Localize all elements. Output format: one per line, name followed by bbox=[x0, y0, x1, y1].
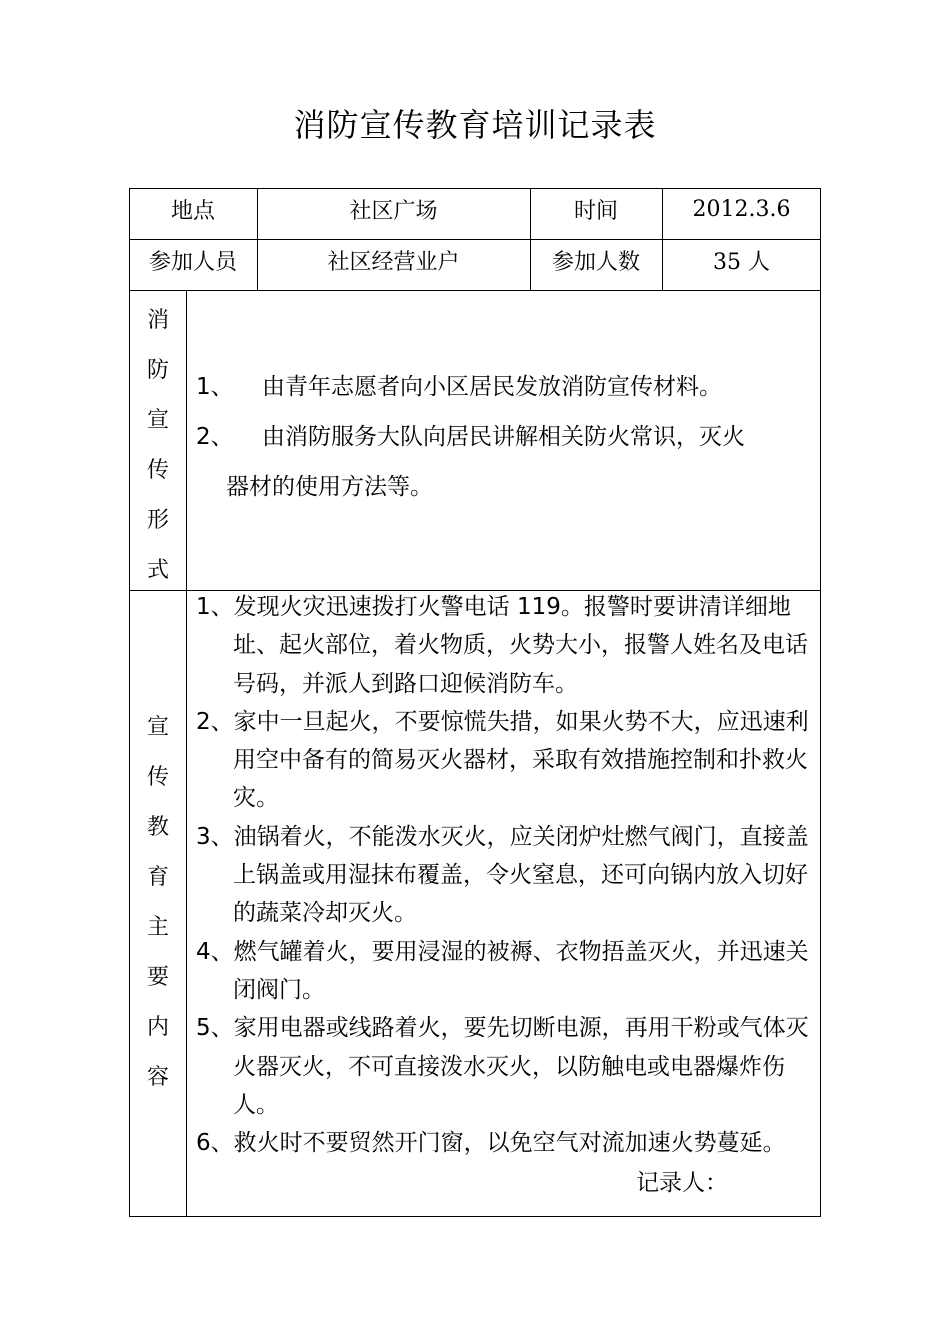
count-label: 参加人数 bbox=[551, 250, 640, 275]
label-char: 防 bbox=[146, 358, 169, 383]
time-value: 2012.3.6 bbox=[692, 197, 791, 222]
location-value: 社区广场 bbox=[349, 199, 438, 224]
label-char: 宣 bbox=[146, 715, 169, 740]
content-section-label bbox=[130, 703, 186, 1103]
row-divider bbox=[129, 290, 821, 291]
label-char: 教 bbox=[146, 815, 169, 840]
list-item: 4、燃气罐着火，要用浸湿的被褥、衣物捂盖灭火，并迅速关闭阀门。 bbox=[196, 938, 809, 1003]
item-text: 由消防服务大队向居民讲解相关防火常识，灭火 bbox=[262, 424, 745, 450]
label-char: 要 bbox=[146, 965, 169, 990]
list-item: 2、家中一旦起火，不要惊慌失措，如果火势不大，应迅速利用空中备有的简易灭火器材，采取有效措施控制和扑救火灾。 bbox=[196, 708, 809, 812]
label-char: 消 bbox=[146, 308, 169, 333]
label-char: 容 bbox=[146, 1065, 169, 1090]
label-char: 宣 bbox=[146, 408, 169, 433]
label-char: 传 bbox=[146, 765, 169, 790]
list-item bbox=[196, 362, 816, 412]
list-item: 6、救火时不要贸然开门窗，以免空气对流加速火势蔓延。 bbox=[196, 1130, 786, 1157]
list-item bbox=[196, 412, 816, 462]
label-char: 形 bbox=[146, 508, 169, 533]
label-char: 传 bbox=[146, 458, 169, 483]
content-list bbox=[196, 588, 811, 1162]
page-title: 消防宣传教育培训记录表 bbox=[293, 106, 657, 144]
item-number: 2、 bbox=[196, 424, 234, 450]
label-char: 主 bbox=[146, 915, 169, 940]
label-char: 育 bbox=[146, 865, 169, 890]
participants-value: 社区经营业户 bbox=[327, 250, 460, 275]
recorder-label: 记录人： bbox=[636, 1170, 728, 1196]
form-section-label bbox=[130, 296, 186, 596]
list-item: 1、发现火灾迅速拨打火警电话 119。报警时要讲清详细地址、起火部位，着火物质，火势大小，报警人姓名及电话号码，并派人到路口迎候消防车。 bbox=[196, 594, 808, 697]
column-divider bbox=[186, 290, 187, 1217]
item-number: 1、 bbox=[196, 374, 234, 400]
list-item: 3、油锅着火，不能泼水灭火，应关闭炉灶燃气阀门，直接盖上锅盖或用湿抹布覆盖，令火窒息，还可向锅内放入切好的蔬菜冷却灭火。 bbox=[196, 823, 809, 927]
time-label: 时间 bbox=[573, 199, 618, 224]
item-text: 由青年志愿者向小区居民发放消防宣传材料。 bbox=[262, 374, 722, 400]
participants-label: 参加人员 bbox=[148, 250, 237, 275]
label-char: 式 bbox=[146, 558, 169, 583]
list-item: 5、家用电器或线路着火，要先切断电源，再用干粉或气体灭火器灭火，不可直接泼水灭火，以防触电或电器爆炸伤人。 bbox=[196, 1015, 809, 1118]
label-char: 内 bbox=[146, 1015, 169, 1040]
location-label: 地点 bbox=[170, 199, 215, 224]
form-list bbox=[196, 362, 816, 512]
item-continuation: 器材的使用方法等。 bbox=[226, 474, 433, 500]
count-value: 35 人 bbox=[713, 250, 770, 275]
